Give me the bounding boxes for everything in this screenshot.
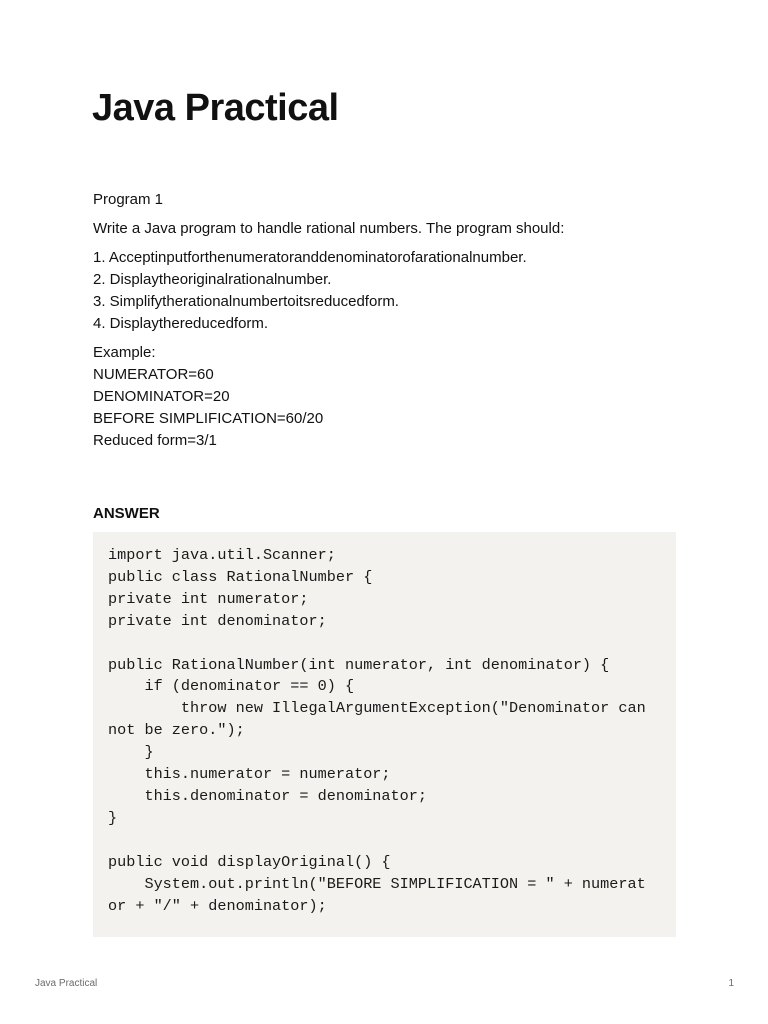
code-line: this.numerator = numerator; — [108, 765, 391, 784]
program-label: Program 1 — [93, 191, 164, 208]
code-block — [93, 532, 676, 937]
code-line: public class RationalNumber { — [108, 567, 373, 586]
code-line: System.out.println("BEFORE SIMPLIFICATION = " + numerat — [108, 874, 646, 893]
example-line: BEFORE SIMPLIFICATION=60/20 — [93, 410, 324, 427]
code-line: not be zero."); — [108, 721, 245, 740]
example-block — [93, 342, 677, 452]
footer-title: Java Practical — [35, 978, 98, 989]
code-line: private int denominator; — [108, 611, 327, 630]
step-item: 2. Displaytheoriginalrationalnumber. — [93, 271, 332, 288]
page-number: 1 — [728, 978, 734, 989]
code-line: } — [108, 808, 118, 827]
code-line: public void displayOriginal() { — [108, 852, 391, 871]
step-item: 3. Simplifytherationalnumbertoitsreducedform. — [93, 293, 399, 310]
example-line: NUMERATOR=60 — [93, 366, 214, 383]
page-title: Java Practical — [92, 87, 339, 129]
code-line: private int numerator; — [108, 589, 309, 608]
problem-statement — [93, 189, 677, 452]
code-line: } — [108, 743, 154, 762]
code-text — [108, 545, 661, 917]
code-line: public RationalNumber(int numerator, int denominator) { — [108, 655, 610, 674]
task-intro: Write a Java program to handle rational numbers. The program should: — [93, 220, 565, 237]
step-item: 4. Displaythereducedform. — [93, 315, 269, 332]
code-line: if (denominator == 0) { — [108, 677, 355, 696]
code-line: throw new IllegalArgumentException("Denominator can — [108, 699, 646, 718]
example-line: Reduced form=3/1 — [93, 432, 217, 449]
code-line: this.denominator = denominator; — [108, 786, 427, 805]
example-heading: Example: — [93, 344, 156, 361]
example-line: DENOMINATOR=20 — [93, 388, 230, 405]
code-line: or + "/" + denominator); — [108, 896, 327, 915]
step-list — [93, 247, 677, 335]
step-item: 1. Acceptinputforthenumeratoranddenominatorofarationalnumber. — [93, 249, 527, 266]
answer-heading: ANSWER — [93, 505, 160, 522]
code-line: import java.util.Scanner; — [108, 546, 336, 564]
